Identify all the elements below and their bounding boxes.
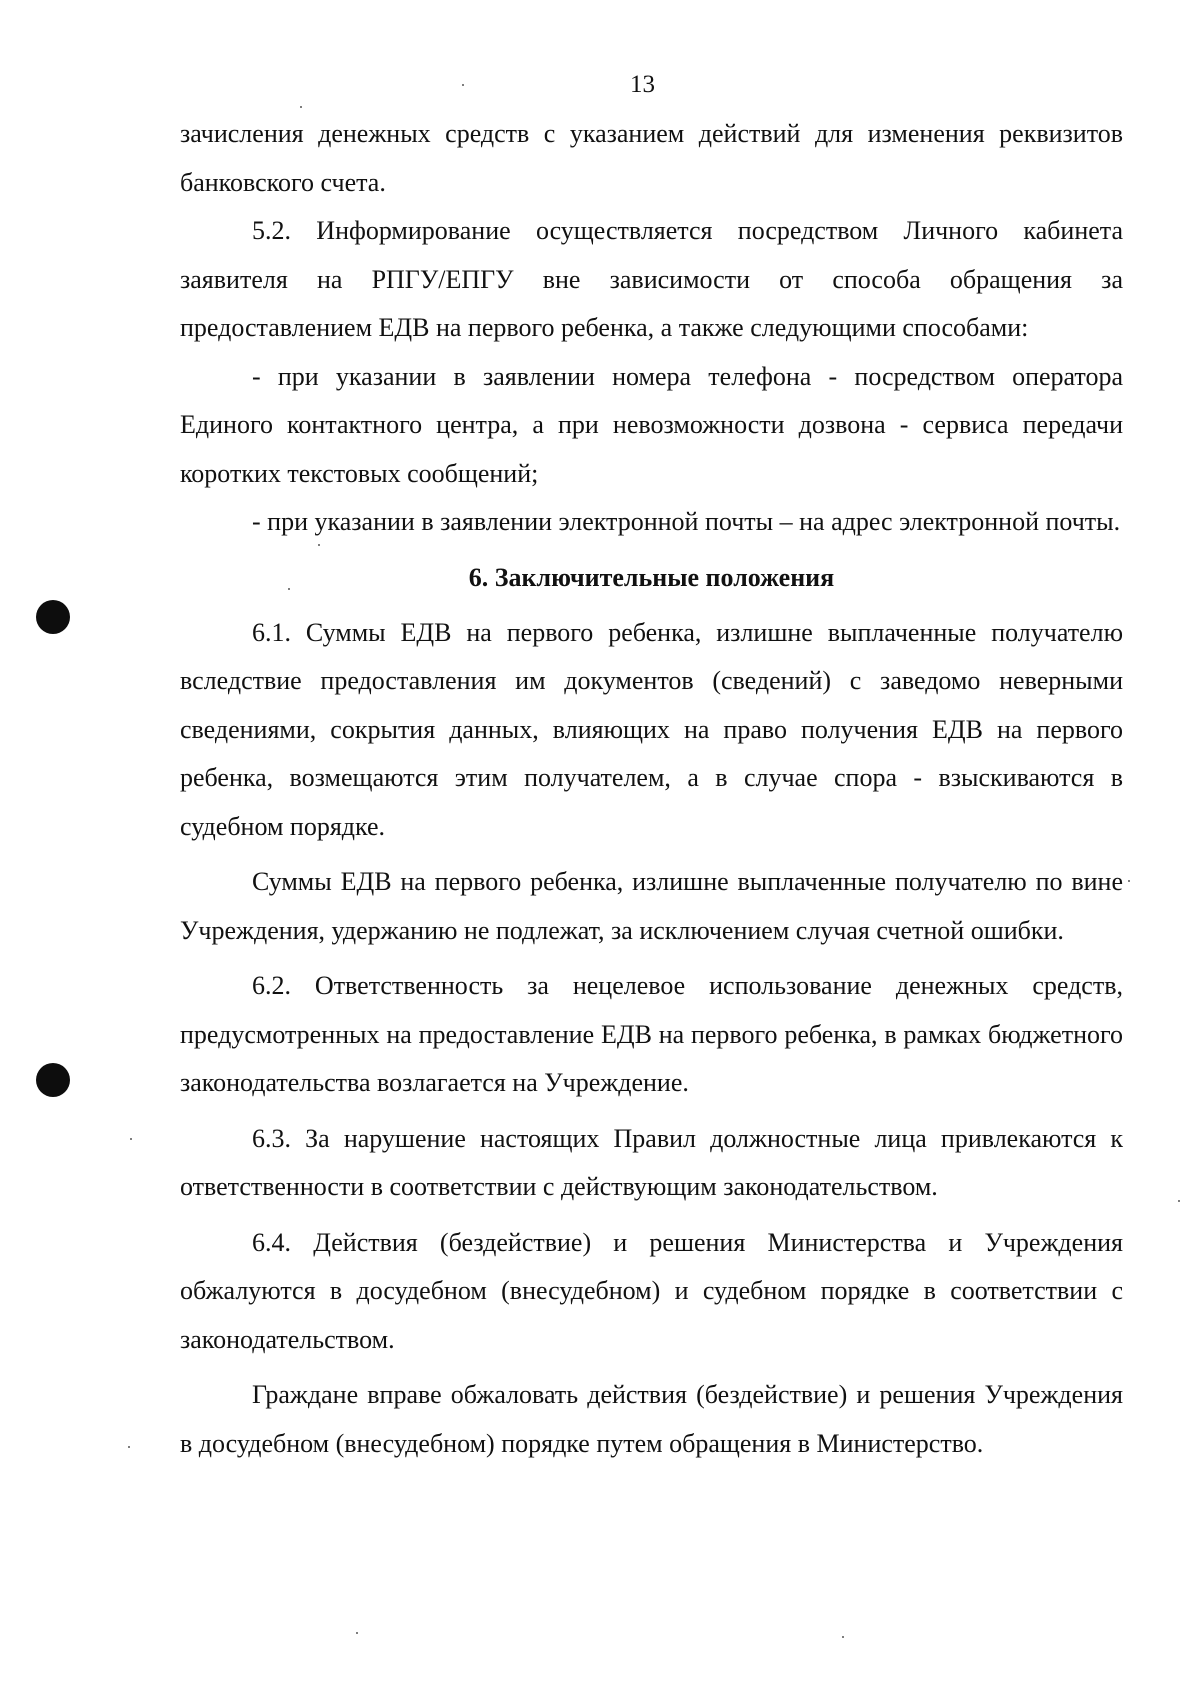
paragraph-email-notification: - при указании в заявлении электронной почты – на адрес электронной почты. <box>252 507 1121 536</box>
scan-speck <box>130 1138 132 1140</box>
scan-speck <box>128 1446 130 1448</box>
punch-hole-mark <box>36 600 70 634</box>
scan-speck <box>842 1636 844 1638</box>
paragraph-6-2: 6.2. Ответственность за нецелевое использование денежных средств, предусмотренных на предоставление ЕДВ на первого ребенка, в рамках бюджетного законодательства возлагается на Учреждение. <box>180 971 1123 1097</box>
page-number: 13 <box>630 71 655 98</box>
paragraph-appeal-rights: Граждане вправе обжаловать действия (бездействие) и решения Учреждения в досудебном (внесудебном) порядке путем обращения в Министерство. <box>180 1380 1123 1458</box>
scan-speck <box>356 1632 358 1634</box>
paragraph-6-4: 6.4. Действия (бездействие) и решения Министерства и Учреждения обжалуются в досудебном (внесудебном) и судебном порядке в соответствии с законодательством. <box>180 1227 1123 1354</box>
scan-speck <box>1128 880 1130 882</box>
paragraph-6-3: 6.3. За нарушение настоящих Правил должностные лица привлекаются к ответственности в соответствии с действующим законодательством. <box>180 1123 1123 1201</box>
paragraph-6-1: 6.1. Суммы ЕДВ на первого ребенка, излишне выплаченные получателю вследствие предоставления им документов (сведений) с заведомо неверными сведениями, сокрытия данных, влияющих на право получения ЕДВ на первого ребенка, возмещаются этим получателем, а в случае спора - взыскиваются в судебном порядке. <box>180 617 1123 841</box>
paragraph-5-2: 5.2. Информирование осуществляется посредством Личного кабинета заявителя на РПГУ/ЕПГУ вне зависимости от способа обращения за предоставлением ЕДВ на первого ребенка, а также следующими способами: <box>180 216 1123 342</box>
paragraph-overpayment: Суммы ЕДВ на первого ребенка, излишне выплаченные получателю по вине Учреждения, удержанию не подлежат, за исключением случая счетной ошибки. <box>180 867 1123 945</box>
punch-hole-mark <box>36 1063 70 1097</box>
paragraph-phone-notification: - при указании в заявлении номера телефона - посредством оператора Единого контактного центра, а при невозможности дозвона - сервиса передачи коротких текстовых сообщений; <box>180 361 1123 488</box>
document-body <box>180 110 1123 1468</box>
section-heading: 6. Заключительные положения <box>468 562 835 592</box>
scan-speck <box>1178 1200 1180 1202</box>
scan-speck <box>462 84 464 86</box>
scan-speck <box>300 106 302 108</box>
paragraph-continuation: зачисления денежных средств с указанием действий для изменения реквизитов банковского счета. <box>180 119 1123 197</box>
